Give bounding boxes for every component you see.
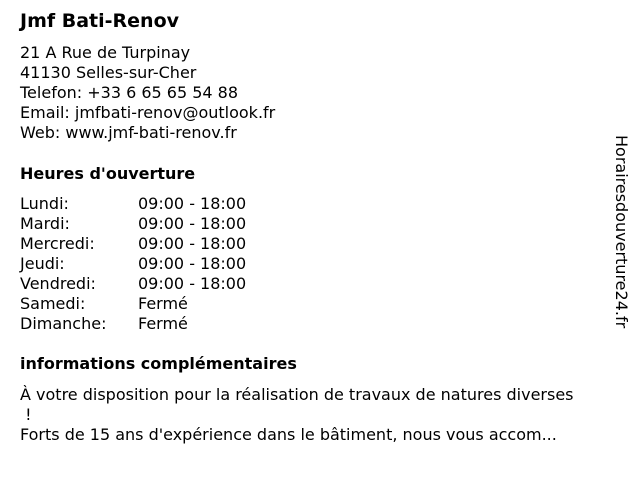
hours-time: 09:00 - 18:00 xyxy=(138,194,247,213)
info-heading: informations complémentaires xyxy=(20,354,297,373)
hours-day: Dimanche: xyxy=(20,314,107,333)
hours-day: Jeudi: xyxy=(20,254,65,273)
hours-row xyxy=(20,254,246,274)
info-line: Forts de 15 ans d'expérience dans le bâtiment, nous vous accom... xyxy=(20,425,557,444)
hours-time: 09:00 - 18:00 xyxy=(138,274,247,293)
opening-hours-list xyxy=(20,194,246,334)
hours-day: Samedi: xyxy=(20,294,86,313)
hours-time: Fermé xyxy=(138,314,188,333)
hours-time: Fermé xyxy=(138,294,188,313)
hours-row xyxy=(20,274,246,294)
hours-row xyxy=(20,194,246,214)
info-text xyxy=(20,385,625,445)
hours-row xyxy=(20,214,246,234)
hours-heading: Heures d'ouverture xyxy=(20,164,196,183)
hours-time: 09:00 - 18:00 xyxy=(138,254,247,273)
contact-block xyxy=(20,43,275,143)
hours-row xyxy=(20,234,246,254)
hours-time: 09:00 - 18:00 xyxy=(138,214,247,233)
hours-time: 09:00 - 18:00 xyxy=(138,234,247,253)
address-city: 41130 Selles-sur-Cher xyxy=(20,63,197,82)
hours-day: Lundi: xyxy=(20,194,69,213)
hours-row xyxy=(20,294,246,314)
hours-day: Mercredi: xyxy=(20,234,95,253)
address-street: 21 A Rue de Turpinay xyxy=(20,43,191,62)
hours-day: Vendredi: xyxy=(20,274,96,293)
info-line: À votre disposition pour la réalisation de travaux de natures diverses xyxy=(20,385,574,404)
email-address: Email: jmfbati-renov@outlook.fr xyxy=(20,103,276,122)
site-watermark: Horairesdouverture24.fr xyxy=(612,135,631,329)
hours-day: Mardi: xyxy=(20,214,70,233)
phone-number: Telefon: +33 6 65 65 54 88 xyxy=(20,83,239,102)
hours-row xyxy=(20,314,246,334)
website-url: Web: www.jmf-bati-renov.fr xyxy=(20,123,237,142)
info-line: ! xyxy=(20,405,32,424)
business-name: Jmf Bati-Renov xyxy=(20,10,180,32)
